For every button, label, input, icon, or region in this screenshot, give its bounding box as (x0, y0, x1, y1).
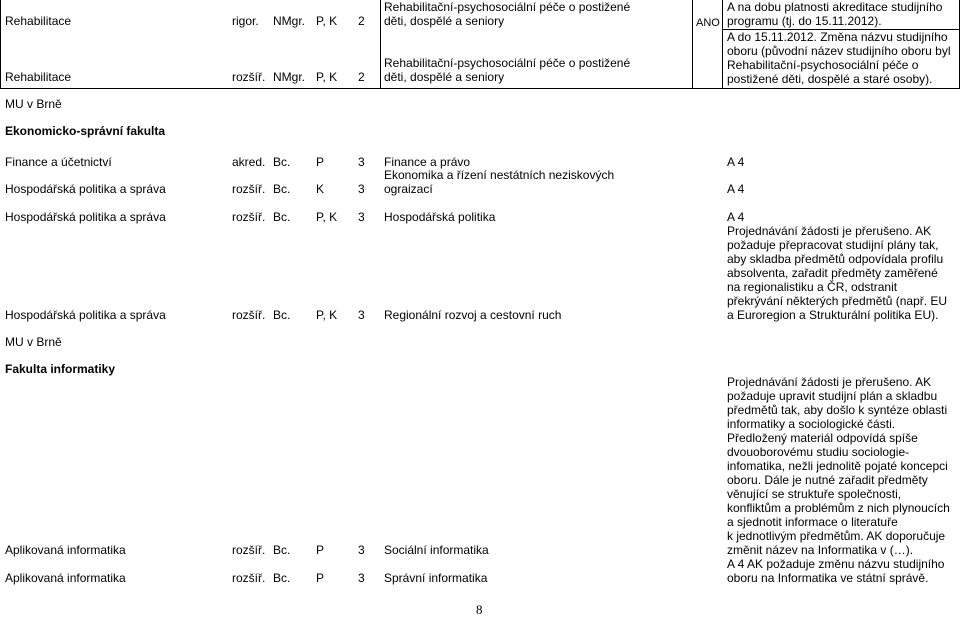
study-level: Bc. (273, 182, 291, 196)
field-name: Hospodářská politika a správa (5, 210, 166, 224)
table-grid-line (0, 0, 1, 88)
combination-text (384, 168, 614, 196)
note-line: a Euroregion a Strukturální politika EU). (727, 308, 939, 322)
study-duration: 2 (358, 14, 365, 28)
field-name: Finance a účetnictví (5, 155, 112, 169)
study-type: rozšíř. (232, 210, 266, 224)
study-duration: 3 (358, 210, 365, 224)
study-level: Bc. (273, 543, 291, 557)
study-level: Bc. (273, 571, 291, 585)
combination-text (384, 56, 630, 84)
decision-result: A 4 (727, 155, 745, 169)
study-form: P (316, 155, 325, 169)
combination-text: Hospodářská politika (384, 210, 496, 224)
table-grid-line (722, 0, 723, 88)
study-form: P, K (316, 210, 338, 224)
university-heading: MU v Brně (5, 335, 62, 349)
study-duration: 3 (358, 571, 365, 585)
note-line: Projednávání žádosti je přerušeno. AK (727, 224, 932, 238)
decision-note (727, 557, 944, 585)
study-type: akred. (232, 155, 266, 169)
note-line: A 4 AK požaduje změnu názvu studijního (727, 557, 945, 571)
table-grid-line (380, 0, 381, 88)
combination-line: děti, dospělé a seniory (384, 14, 505, 28)
note-line: absolventa, zařadit předměty zaměřené (727, 266, 938, 280)
note-line: Projednávání žádosti je přerušeno. AK (727, 375, 932, 389)
study-duration: 3 (358, 308, 365, 322)
note-line: požaduje upravit studijní plán a skladbu (727, 389, 938, 403)
page-number: 8 (476, 602, 483, 617)
faculty-heading: Ekonomicko-správní fakulta (5, 124, 166, 138)
field-name: Aplikovaná informatika (5, 543, 126, 557)
study-form: P, K (316, 70, 338, 84)
note-line: překrývání některých předmětů (např. EU (727, 294, 948, 308)
note-line: konfliktům a problémům z nich plynoucích (727, 501, 950, 515)
study-level: Bc. (273, 210, 291, 224)
study-duration: 3 (358, 182, 365, 196)
combination-line: Ekonomika a řízení nestátních neziskových (384, 168, 615, 182)
combination-line: ograizací (384, 182, 433, 196)
study-duration: 2 (358, 70, 365, 84)
decision-result: A 4 (727, 182, 745, 196)
table-grid-line (0, 88, 960, 89)
study-level: NMgr. (273, 70, 306, 84)
decision-result: A 4 (727, 210, 745, 224)
study-form: P, K (316, 308, 338, 322)
decision-note (727, 30, 950, 86)
combination-line: Rehabilitační-psychosociální péče o postižené (384, 56, 631, 70)
field-name: Rehabilitace (5, 14, 72, 28)
study-form: P (316, 543, 325, 557)
note-line: předmětů tak, aby došlo k syntéze oblasti (727, 403, 948, 417)
study-form: K (316, 182, 325, 196)
note-line: změnit název na Informatika v (…). (727, 543, 914, 557)
note-line: na regionalistiku a ČR, odstranit (727, 280, 898, 294)
note-line: A do 15.11.2012. Změna názvu studijního (727, 30, 948, 44)
note-line: dvouoborovému studiu sociologie- (727, 445, 910, 459)
study-duration: 3 (358, 155, 365, 169)
note-line: věnující se struktuře společnosti, (727, 487, 902, 501)
note-line: programu (tj. do 15.11.2012). (727, 14, 882, 28)
note-line: Předložený materiál odpovídá spíše (727, 431, 918, 445)
study-level: NMgr. (273, 14, 306, 28)
study-level: Bc. (273, 155, 291, 169)
note-line: Rehabilitační-psychosociální péče o (727, 58, 919, 72)
field-name: Hospodářská politika a správa (5, 308, 166, 322)
study-type: rozšíř. (232, 571, 266, 585)
study-form: P (316, 571, 325, 585)
note-line: infomatika, nežli jednolitě pojaté koncepci (727, 459, 948, 473)
table-grid-line (692, 0, 693, 88)
note-line: k jednotlivým předmětům. AK doporučuje (727, 529, 946, 543)
study-form: P, K (316, 14, 338, 28)
note-line: oboru. Dále je nutné zařadit předměty (727, 473, 928, 487)
study-type: rozšíř. (232, 70, 266, 84)
study-type: rozšíř. (232, 182, 266, 196)
note-line: požaduje přepracovat studijní plány tak, (727, 238, 939, 252)
study-level: Bc. (273, 308, 291, 322)
combination-line: Rehabilitační-psychosociální péče o postižené (384, 0, 631, 14)
note-line: oboru na Informatika ve státní správě. (727, 571, 929, 585)
combination-text: Sociální informatika (384, 543, 489, 557)
study-type: rigor. (232, 14, 259, 28)
field-name: Rehabilitace (5, 70, 72, 84)
note-line: oboru (původní název studijního oboru byl (727, 44, 951, 58)
field-name: Aplikovaná informatika (5, 571, 126, 585)
decision-note (727, 224, 947, 322)
note-line: A na dobu platnosti akreditace studijního (727, 0, 943, 14)
combination-text: Regionální rozvoj a cestovní ruch (384, 308, 562, 322)
study-type: rozšíř. (232, 543, 266, 557)
university-heading: MU v Brně (5, 97, 62, 111)
note-line: informatiky a sociologické části. (727, 417, 896, 431)
study-duration: 3 (358, 543, 365, 557)
note-line: aby skladba předmětů odpovídala profilu (727, 252, 944, 266)
combination-text: Správní informatika (384, 571, 488, 585)
faculty-heading: Fakulta informatiky (5, 362, 116, 376)
flag-text: ANO (696, 17, 720, 29)
decision-note (727, 375, 950, 557)
decision-note (727, 0, 942, 28)
combination-text: Finance a právo (384, 155, 471, 169)
combination-line: děti, dospělé a seniory (384, 70, 505, 84)
note-line: postižené děti, dospělé a staré osoby). (727, 72, 933, 86)
note-line: a sjednotit informace o literatuře (727, 515, 898, 529)
study-type: rozšíř. (232, 308, 266, 322)
field-name: Hospodářská politika a správa (5, 182, 166, 196)
combination-text (384, 0, 630, 28)
